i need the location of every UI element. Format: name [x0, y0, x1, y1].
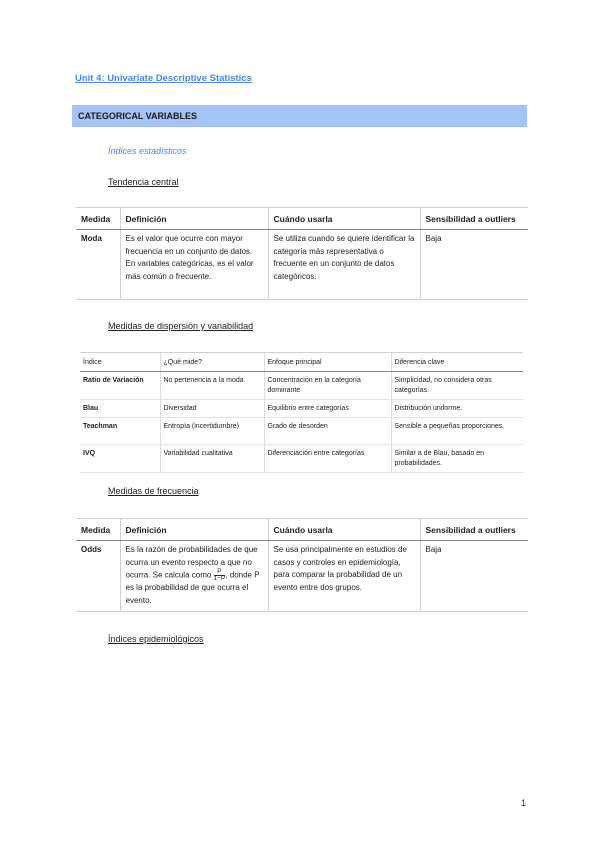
formula-numerator: P: [214, 569, 226, 576]
table-header-row: [76, 208, 528, 230]
column-header: Enfoque principal: [264, 353, 391, 372]
cell-diferencia: Sensible a pequeñas proporciones.: [391, 418, 523, 445]
column-header: Definición: [120, 519, 268, 541]
section-title: CATEGORICAL VARIABLES: [78, 111, 198, 121]
table-row: [76, 541, 528, 612]
indices-heading: Índices estadísticos: [108, 146, 187, 156]
frequency-table: [76, 518, 528, 612]
epidemiological-heading: Índices epidemiológicos: [108, 634, 204, 644]
table-row: [76, 230, 528, 300]
dispersion-heading: Medidas de dispersión y variabilidad: [108, 321, 254, 331]
column-header: ¿Qué mide?: [160, 353, 264, 372]
column-header: Sensibilidad a outliers: [420, 208, 528, 230]
table-row: [80, 400, 523, 418]
column-header: Definición: [120, 208, 268, 230]
unit-title-link[interactable]: Unit 4: Univariate Descriptive Statistics: [75, 73, 252, 84]
formula-denominator: 1−P: [213, 575, 226, 582]
column-header: Cuándo usarla: [268, 208, 420, 230]
cell-diferencia: Distribución uniforme.: [391, 400, 523, 418]
cell-mide: Diversidad: [160, 400, 264, 418]
cell-mide: Entropía (incertidumbre): [160, 418, 264, 445]
column-header: Índice: [80, 353, 160, 372]
cell-indice: Ratio de Variación: [80, 372, 160, 400]
cell-indice: Blau: [80, 400, 160, 418]
dispersion-table: [80, 352, 523, 473]
definition-text: Es la razón de probabilidades de que ocurra un evento respecto a que no ocurra. Se calcula como: [125, 545, 258, 580]
cell-definicion: Es el valor que ocurre con mayor frecuencia en un conjunto de datos. En variables categóricas, es el valor más común o frecuente.: [120, 230, 268, 300]
cell-sensibilidad: Baja: [420, 230, 528, 300]
cell-mide: Variabilidad cualitativa: [160, 445, 264, 473]
cell-indice: IVQ: [80, 445, 160, 473]
cell-medida: Moda: [76, 230, 120, 300]
cell-enfoque: Grado de desorden: [264, 418, 391, 445]
column-header: Medida: [76, 519, 120, 541]
table-row: [80, 372, 523, 400]
central-tendency-table: [76, 207, 528, 300]
cell-sensibilidad: Baja: [420, 541, 528, 612]
cell-definicion: [120, 541, 268, 612]
column-header: Sensibilidad a outliers: [420, 519, 528, 541]
cell-enfoque: Equilibrio entre categorías: [264, 400, 391, 418]
central-tendency-heading: Tendencia central: [108, 177, 179, 187]
cell-medida: Odds: [76, 541, 120, 612]
table-header-row: [80, 353, 523, 372]
cell-indice: Teachman: [80, 418, 160, 445]
table-row: [80, 418, 523, 445]
table-row: [80, 445, 523, 473]
column-header: Cuándo usarla: [268, 519, 420, 541]
table-header-row: [76, 519, 528, 541]
page-number: 1: [521, 798, 527, 808]
cell-diferencia: Similar a de Blau, basado en probabilidades.: [391, 445, 523, 473]
cell-cuando: Se utiliza cuando se quiere identificar la categoría más representativa o frecuente en un conjunto de datos categóricos.: [268, 230, 420, 300]
cell-mide: No pertenencia a la moda: [160, 372, 264, 400]
section-header-bar: [72, 105, 527, 127]
cell-diferencia: Simplicidad, no considera otras categorías.: [391, 372, 523, 400]
cell-enfoque: Concentración en la categoría dominante: [264, 372, 391, 400]
cell-cuando: Se usa principalmente en estudios de casos y controles en epidemiología, para comparar la probabilidad de un evento entre dos grupos.: [268, 541, 420, 612]
column-header: Diferencia clave: [391, 353, 523, 372]
frequency-heading: Medidas de frecuencia: [108, 486, 199, 496]
odds-formula: [214, 569, 226, 582]
cell-enfoque: Diferenciación entre categorías: [264, 445, 391, 473]
column-header: Medida: [76, 208, 120, 230]
definition-text-tail: , donde P es la probabilidad de que ocurra el evento.: [125, 570, 260, 605]
